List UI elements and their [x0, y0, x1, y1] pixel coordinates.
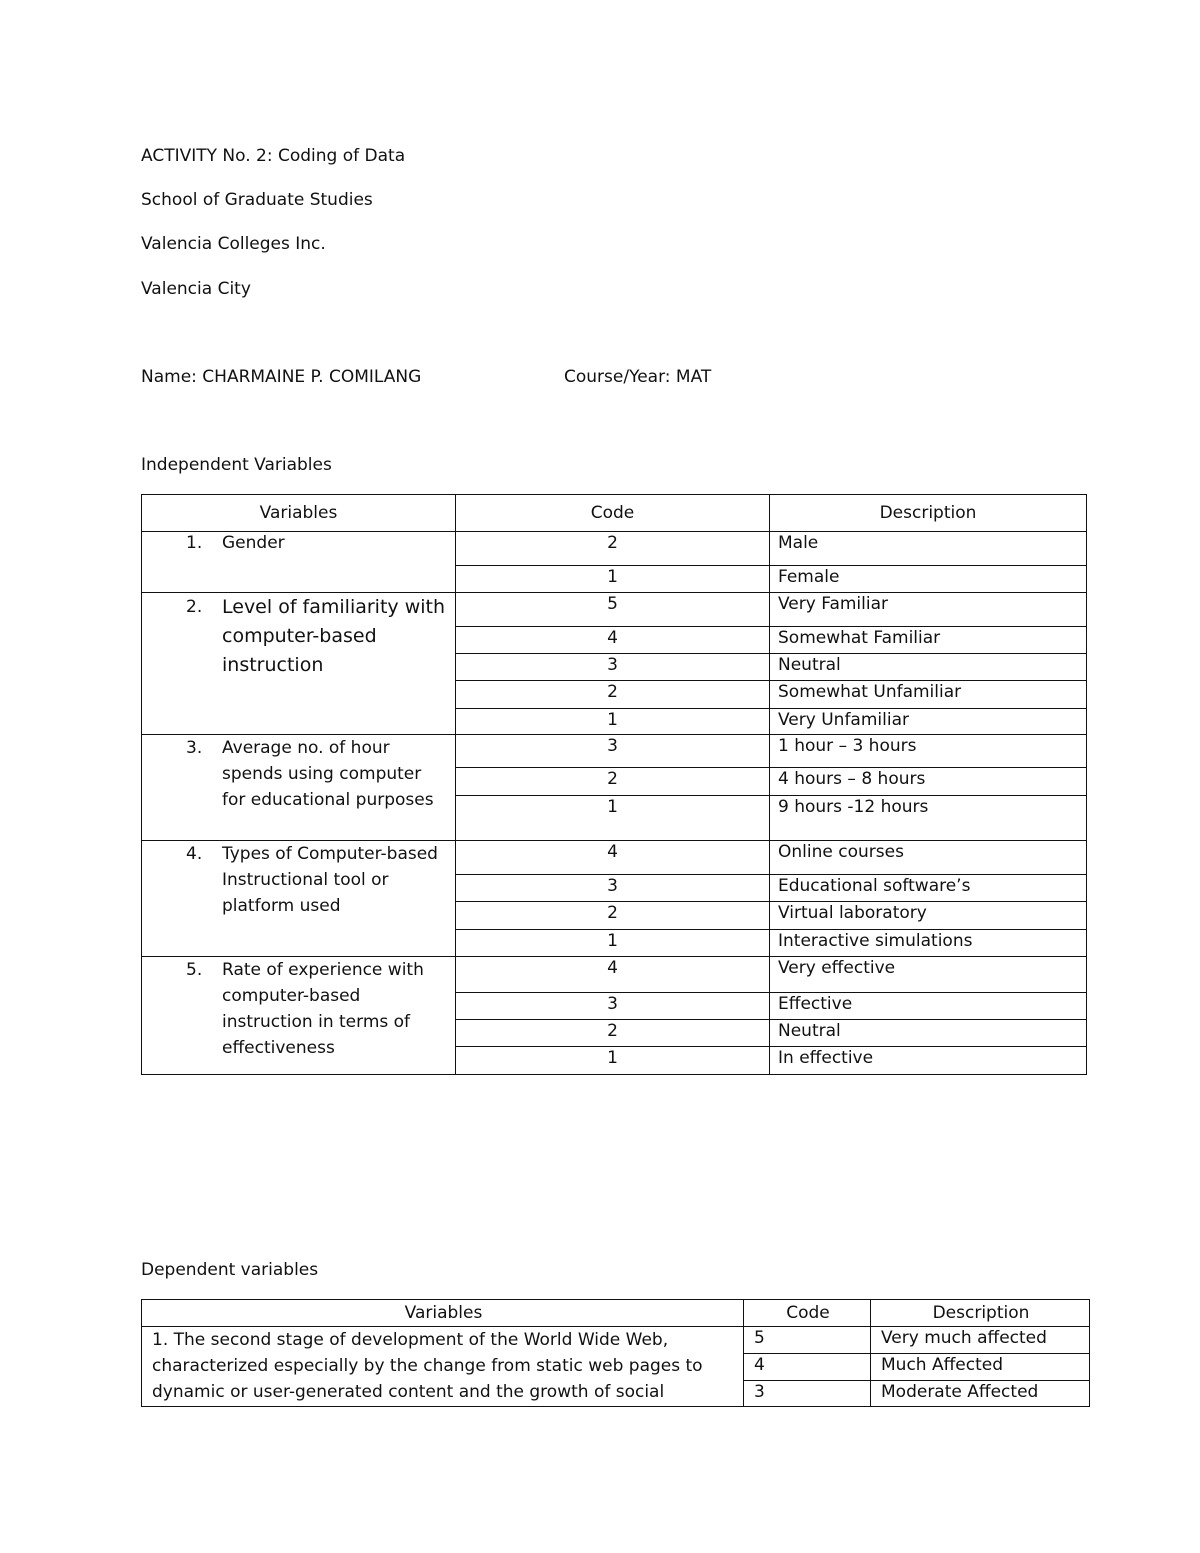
description-cell: Interactive simulations [770, 930, 1087, 957]
variable-cell [142, 735, 456, 841]
variable-cell [142, 593, 456, 735]
code-cell: 4 [744, 1354, 871, 1381]
description-cell: Neutral [770, 654, 1087, 681]
variable-number: 5. [186, 960, 203, 980]
table-header-row [142, 495, 1087, 532]
column-header: Description [770, 495, 1087, 532]
code-cell: 4 [456, 841, 770, 875]
code-cell: 1 [456, 566, 770, 593]
variable-cell [142, 957, 456, 1075]
dependent-variables-table [141, 1299, 1090, 1407]
table-row [142, 593, 1087, 627]
table-row [142, 532, 1087, 566]
variable-label: Rate of experience with computer-based instruction in terms of effectiveness [222, 960, 424, 1058]
code-cell: 1 [456, 1047, 770, 1075]
description-cell: Somewhat Unfamiliar [770, 681, 1087, 709]
column-header: Description [871, 1300, 1090, 1327]
variable-cell: 1. The second stage of development of the World Wide Web, characterized especially by the change from static web pages to dynamic or user-generated content and the growth of social [142, 1327, 744, 1407]
table-row [142, 841, 1087, 875]
column-header: Code [456, 495, 770, 532]
description-cell: Male [770, 532, 1087, 566]
code-cell: 5 [456, 593, 770, 627]
variable-number: 1. [186, 533, 203, 553]
description-cell: Very Familiar [770, 593, 1087, 627]
description-cell: Very effective [770, 957, 1087, 993]
independent-variables-table [141, 494, 1087, 1075]
variable-cell [142, 841, 456, 957]
student-course: Course/Year: MAT [564, 367, 712, 387]
code-cell: 5 [744, 1327, 871, 1354]
code-cell: 3 [456, 993, 770, 1020]
table-row [142, 735, 1087, 768]
description-cell: Somewhat Familiar [770, 627, 1087, 654]
code-cell: 2 [456, 902, 770, 930]
variable-number: 4. [186, 844, 203, 864]
variable-label: Level of familiarity with computer-based instruction [222, 596, 445, 676]
code-cell: 1 [456, 930, 770, 957]
table-header-row [142, 1300, 1090, 1327]
code-cell: 2 [456, 768, 770, 796]
code-cell: 3 [456, 654, 770, 681]
description-cell: 9 hours -12 hours [770, 796, 1087, 841]
code-cell: 3 [456, 735, 770, 768]
column-header: Variables [142, 495, 456, 532]
description-cell: Moderate Affected [871, 1381, 1090, 1407]
description-cell: Neutral [770, 1020, 1087, 1047]
column-header: Code [744, 1300, 871, 1327]
description-cell: Virtual laboratory [770, 902, 1087, 930]
dependent-heading: Dependent variables [141, 1260, 319, 1280]
description-cell: 4 hours – 8 hours [770, 768, 1087, 796]
variable-number: 3. [186, 738, 203, 758]
code-cell: 3 [744, 1381, 871, 1407]
code-cell: 3 [456, 875, 770, 902]
variable-label: Average no. of hour spends using computer for educational purposes [222, 738, 434, 810]
variable-number: 2. [186, 597, 203, 617]
variable-label: Gender [222, 533, 285, 553]
description-cell: Very Unfamiliar [770, 709, 1087, 735]
description-cell: Online courses [770, 841, 1087, 875]
code-cell: 1 [456, 709, 770, 735]
code-cell: 2 [456, 681, 770, 709]
school-name: School of Graduate Studies [141, 190, 373, 210]
college-name: Valencia Colleges Inc. [141, 234, 326, 254]
variable-label: Types of Computer-based Instructional tool or platform used [222, 844, 438, 916]
description-cell: Very much affected [871, 1327, 1090, 1354]
code-cell: 1 [456, 796, 770, 841]
variable-cell [142, 532, 456, 593]
description-cell: In effective [770, 1047, 1087, 1075]
description-cell: Educational software’s [770, 875, 1087, 902]
code-cell: 2 [456, 532, 770, 566]
independent-heading: Independent Variables [141, 455, 332, 475]
description-cell: 1 hour – 3 hours [770, 735, 1087, 768]
table-row [142, 1327, 1090, 1354]
table-row [142, 957, 1087, 993]
activity-title: ACTIVITY No. 2: Coding of Data [141, 146, 406, 166]
student-name: Name: CHARMAINE P. COMILANG [141, 367, 422, 387]
description-cell: Effective [770, 993, 1087, 1020]
column-header: Variables [142, 1300, 744, 1327]
code-cell: 2 [456, 1020, 770, 1047]
code-cell: 4 [456, 957, 770, 993]
code-cell: 4 [456, 627, 770, 654]
description-cell: Much Affected [871, 1354, 1090, 1381]
city-name: Valencia City [141, 279, 251, 299]
description-cell: Female [770, 566, 1087, 593]
